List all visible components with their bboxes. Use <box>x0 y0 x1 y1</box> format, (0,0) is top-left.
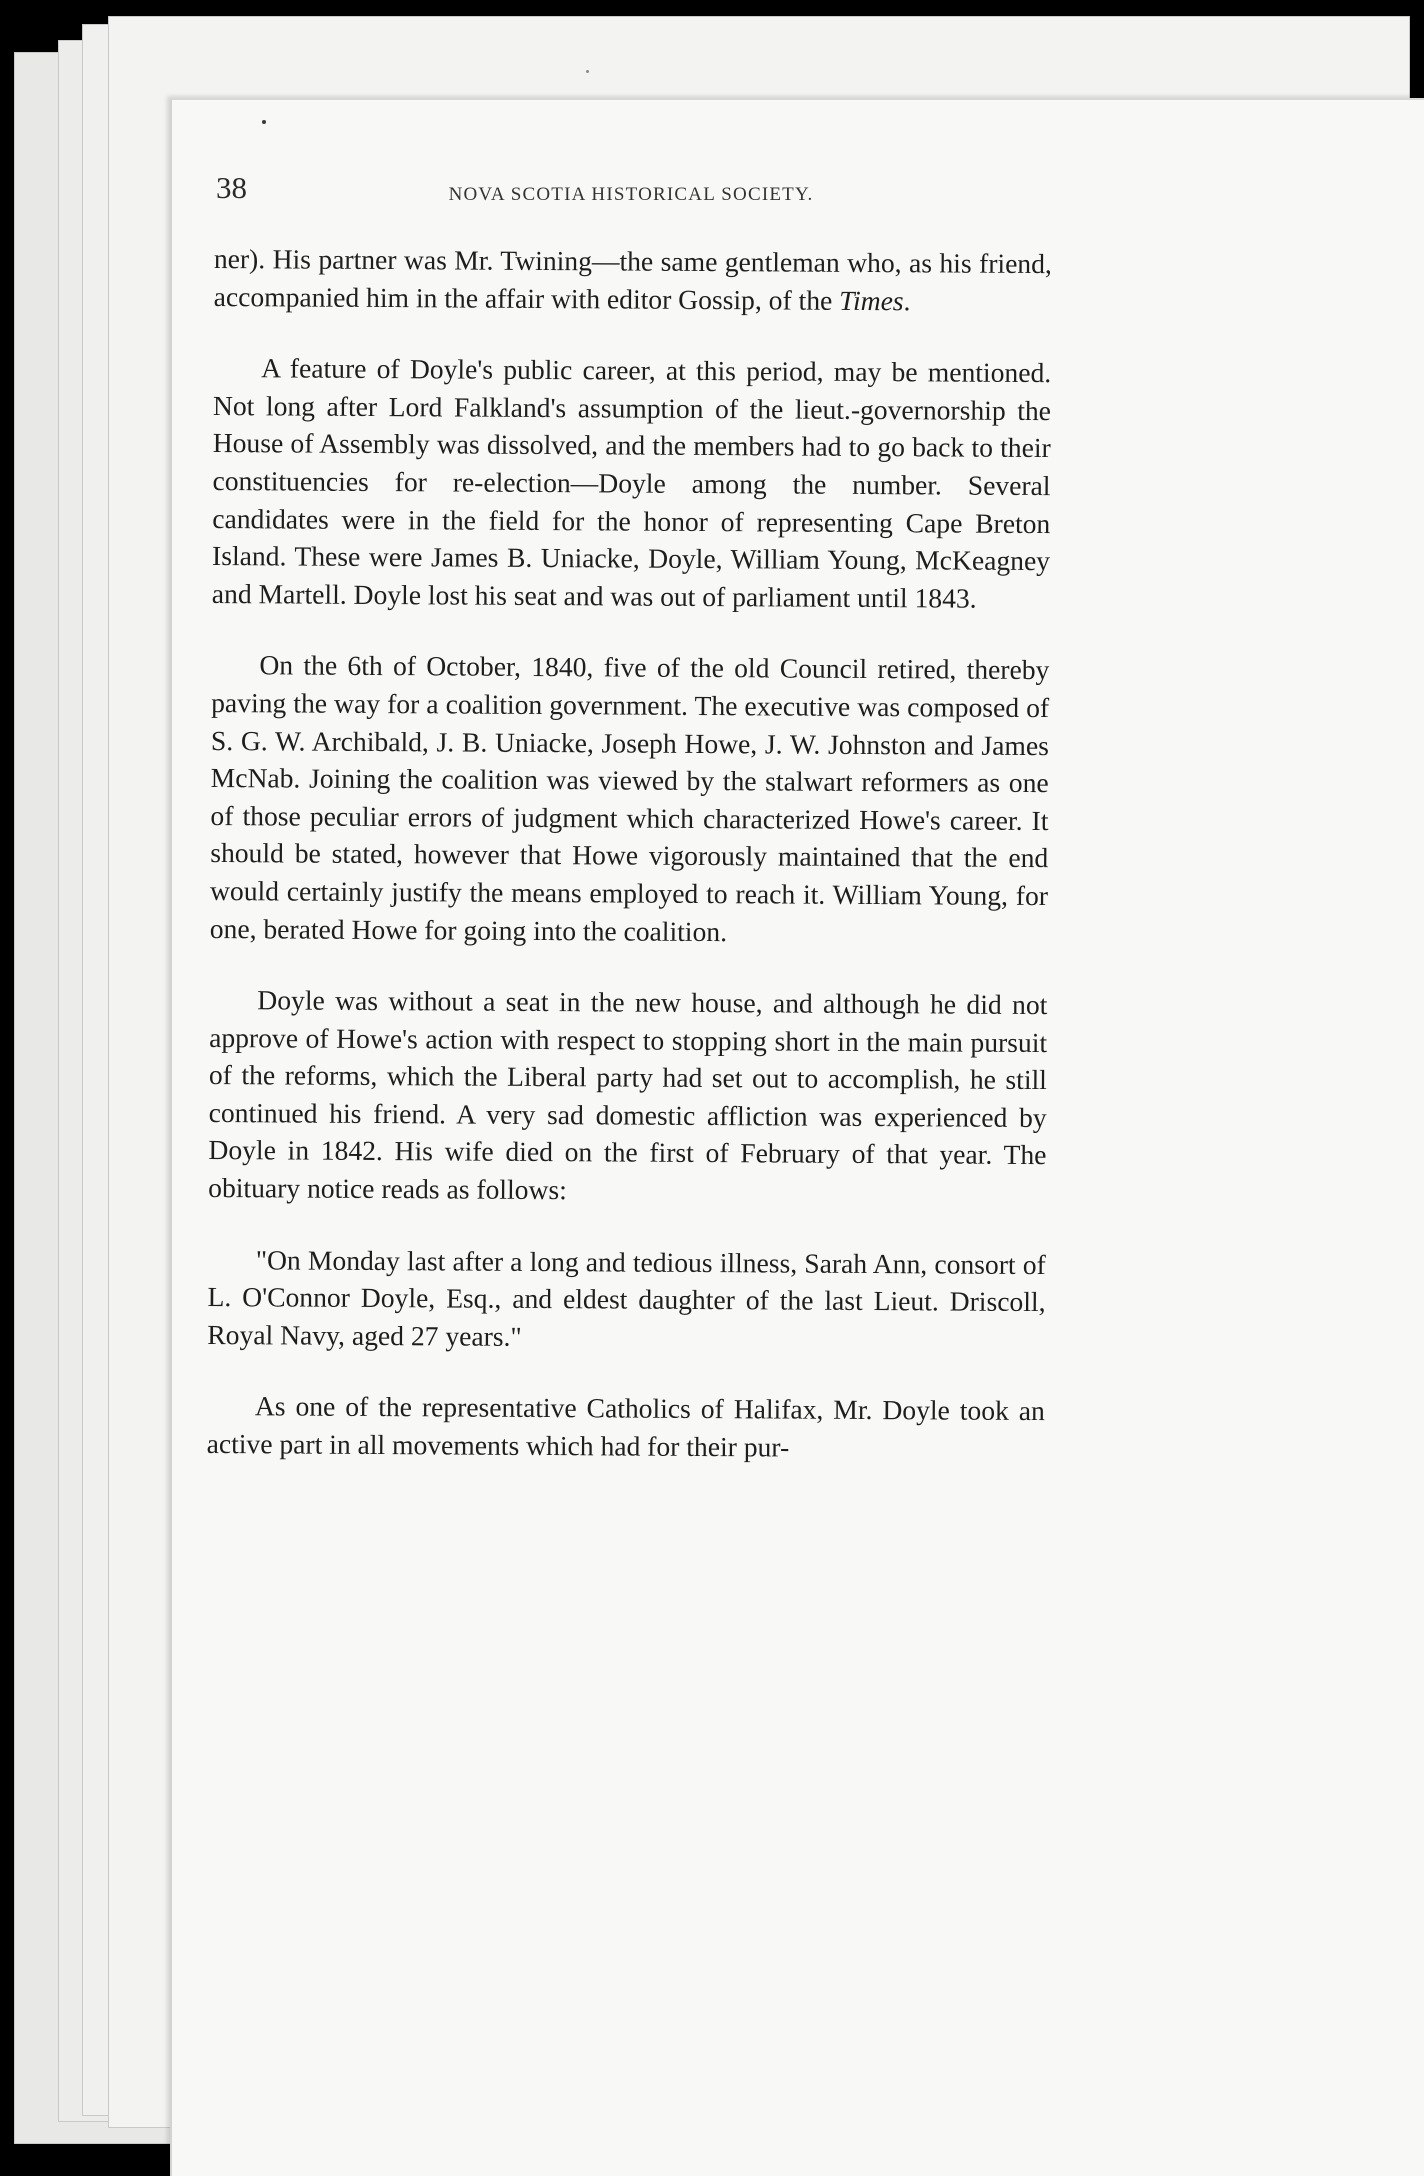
body-text <box>206 240 1052 1502</box>
paragraph-text: ner). His partner was Mr. Twining—the same gentleman who, as his friend, accompanied him in the affair with editor Gossip, of the <box>213 242 1052 316</box>
paragraph: A feature of Doyle's public career, at this period, may be mentioned. Not long after Lord Falkland's assumption of the lieut.-governorship the House of Assembly was dissolved, and the members had to go back to their constituencies for re-election—Doyle among the number. Several candidates were in the field for the honor of representing Cape Breton Island. These were James B. Uniacke, Doyle, William Young, McKeagney and Martell. Doyle lost his seat and was out of parliament until 1843. <box>211 352 1052 614</box>
page-header <box>216 170 1046 240</box>
quotation-paragraph: "On Monday last after a long and tedious illness, Sarah Ann, consort of L. O'Connor Doyle, Esq., and eldest daughter of the last Lieut. Driscoll, Royal Navy, aged 27 years." <box>207 1243 1046 1352</box>
paragraph: Doyle was without a seat in the new house, and although he did not approve of Howe's action with respect to stopping short in the main pursuit of the reforms, which the Liberal party had set out to accomplish, he still continued his friend. A very sad domestic affliction was experienced by Doyle in 1842. His wife died on the first of February of that year. The obituary notice reads as follows: <box>208 984 1048 1206</box>
paragraph: On the 6th of October, 1840, five of the old Council retired, thereby paving the way for a coalition government. The executive was composed of S. G. W. Archibald, J. B. Uniacke, Joseph Howe, J. W. Johnston and James McNab. Joining the coalition was viewed by the stalwart reformers as one of those peculiar errors of judgment which characterized Howe's career. It should be stated, however that Howe vigorously maintained that the end would certainly justify the means employed to reach it. William Young, for one, berated Howe for going into the coalition. <box>209 649 1050 947</box>
paragraph <box>214 240 1052 320</box>
page-number: 38 <box>216 170 247 205</box>
running-head: NOVA SCOTIA HISTORICAL SOCIETY. <box>448 184 814 205</box>
paragraph: As one of the representative Catholics of Halifax, Mr. Doyle took an active part in all movements which had for their pur- <box>206 1390 1045 1463</box>
paragraph-text: . <box>903 284 911 316</box>
speck-mark <box>262 120 266 124</box>
italic-title: Times <box>839 284 904 316</box>
speck-mark <box>586 70 589 73</box>
